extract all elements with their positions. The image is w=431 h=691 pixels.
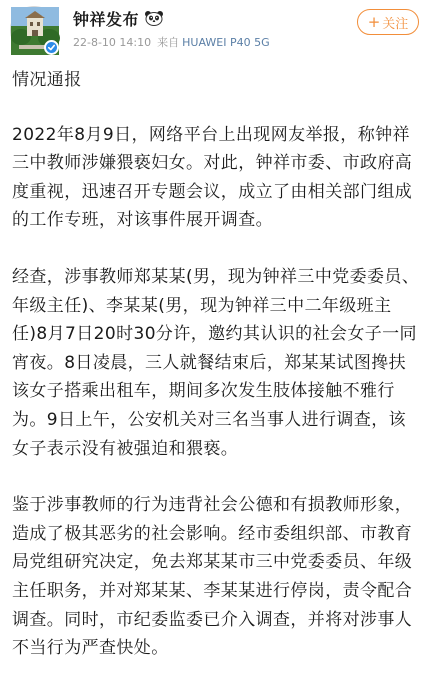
post-paragraph-2: 经查，涉事教师郑某某(男，现为钟祥三中党委委员、年级主任)、李某某(男，现为钟祥三中二年级班主任)8月7日20时30分许，邀约其认识的社会女子一同宵夜。8日凌晨，三人就餐结束后，郑某某试图搀扶该女子搭乘出租车，期间多次发生肢体接触不雅行为。9日上午，公安机关对三名当事人进行调查，该女子表示没有被强迫和猥亵。 [12, 266, 420, 459]
device-source-link[interactable]: HUAWEI P40 5G [182, 36, 270, 49]
post-paragraph-3: 鉴于涉事教师的行为违背社会公德和有损教师形象，造成了极其恶劣的社会影响。经市委组织部、市教育局党组研究决定，免去郑某某市三中党委委员、年级主任职务，并对郑某某、李某某进行停岗，责令配合调查。同时，市纪委监委已介入调查，并将对涉事人不当行为严查快处。 [12, 495, 413, 659]
follow-button[interactable] [357, 9, 419, 35]
verified-icon [44, 40, 59, 55]
post-timestamp: 22-8-10 14:10 [73, 36, 152, 49]
post-heading: 情况通报 [12, 70, 82, 90]
panda-icon [144, 10, 164, 26]
source-prefix: 来自 [157, 36, 180, 49]
post-meta [73, 34, 270, 50]
avatar-container[interactable] [10, 6, 62, 58]
post-header [0, 0, 431, 58]
post-content [12, 66, 422, 691]
follow-label: 关注 [382, 16, 409, 32]
post-paragraph-1: 2022年8月9日，网络平台上出现网友举报，称钟祥三中教师涉嫌猥亵妇女。对此，钟祥市委、市政府高度重视，迅速召开专题会议，成立了由相关部门组成的工作专班，对该事件展开调查。 [12, 124, 413, 231]
author-name[interactable]: 钟祥发布 [73, 9, 140, 29]
author-name-row [73, 8, 164, 28]
plus-icon: + [367, 12, 381, 31]
